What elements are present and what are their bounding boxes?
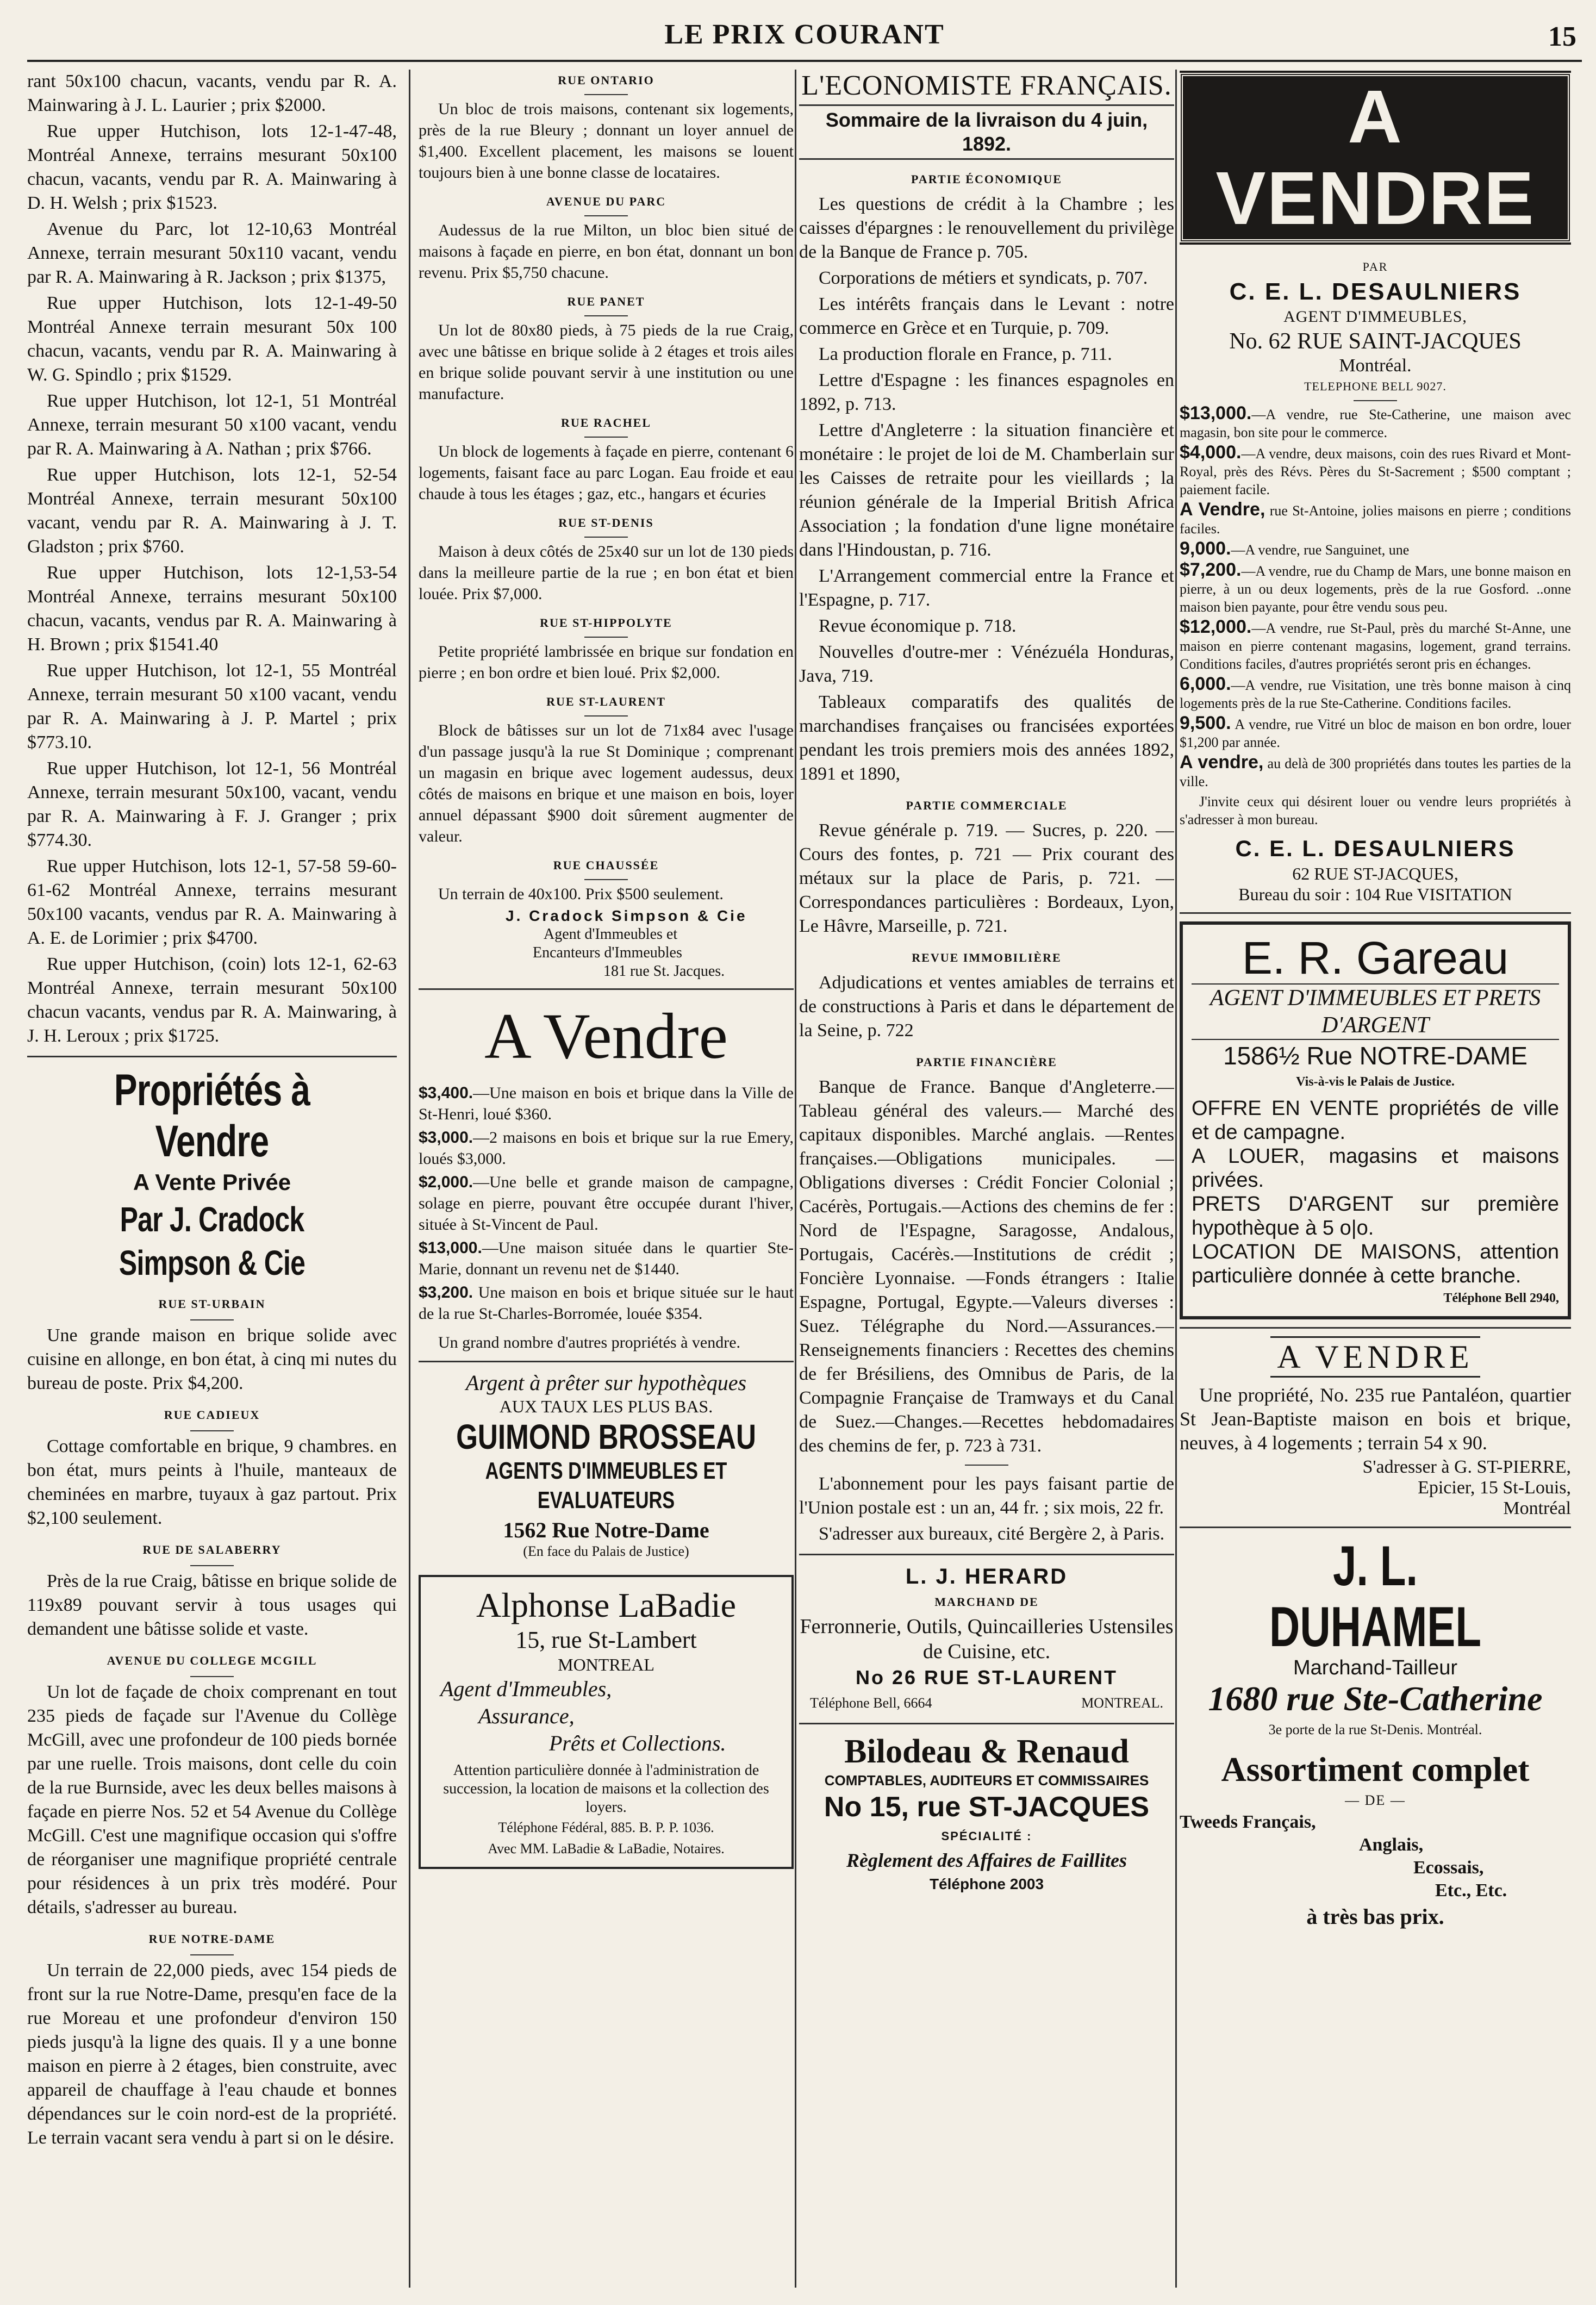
st-pierre-contact: Epicier, 15 St-Louis,	[1418, 1478, 1571, 1498]
item-text: Une maison en bois et brique située sur le haut de la rue St-Charles-Borromée, louée $354.	[419, 1284, 794, 1323]
listing-item	[1180, 444, 1571, 499]
econ-address: S'adresser aux bureaux, cité Bergère 2, à Paris.	[819, 1524, 1165, 1544]
listing-item	[1180, 714, 1571, 751]
section-paragraph: Adjudications et ventes amiables de terrains et de constructions à Paris et dans le département de la Seine, p. 722	[799, 973, 1174, 1041]
listing	[27, 1292, 397, 1396]
gareau-ad	[1180, 921, 1571, 1319]
de-label: — DE —	[1345, 1792, 1406, 1808]
bilodeau-specialty: Règlement des Affaires de Faillites	[846, 1849, 1127, 1871]
listing	[419, 70, 794, 183]
labadie-name: Alphonse LaBadie	[476, 1586, 737, 1624]
listing-item	[1180, 501, 1571, 538]
sales-list	[27, 70, 397, 1048]
divider	[1180, 1327, 1571, 1329]
herard-address: No 26 RUE ST-LAURENT	[855, 1666, 1118, 1689]
guimond-loan: Argent à prêter sur hypothèques	[465, 1370, 747, 1395]
econ-section	[799, 794, 1174, 938]
desaulniers-listings	[1180, 404, 1571, 828]
section-paragraph: Revue générale p. 719. — Sucres, p. 220. — Cours des fontes, p. 721 — Prix courant des métaux sur la place de Paris, p. 721. —Correspondances particulières : Bordeaux, Lyon, Le Hâvre, Marseille, p. 721.	[799, 820, 1174, 936]
section-paragraph: Nouvelles d'outre-mer : Vénézuéla Honduras, Java, 719.	[799, 642, 1174, 686]
price: $3,200.	[419, 1284, 473, 1301]
page-number: 15	[1548, 21, 1576, 52]
st-pierre-title: A VENDRE	[1270, 1336, 1480, 1378]
section-heading: REVUE IMMOBILIÈRE	[912, 951, 1062, 964]
econ-section	[799, 1050, 1174, 1458]
listing-street: RUE ST-HIPPOLYTE	[540, 616, 672, 630]
tweeds-line: Tweeds Français,	[1180, 1812, 1316, 1832]
herard-city: MONTREAL.	[1081, 1695, 1163, 1711]
listing-text: Un terrain de 22,000 pieds, avec 154 pieds de front sur la rue Notre-Dame, presqu'en face de la rue Moreau et une profondeur d'environ 150 pieds jusqu'à la ligne des quais. Il y a une bonne maison en pierre à 2 étages, bien construite, avec appareil de chauffage à l'eau chaude et bonnes dépendances sur le coin nord-est de la propriété. Le terrain vacant sera vendu à part si on le désire.	[27, 1960, 397, 2148]
listing	[419, 855, 794, 905]
listing-text: Petite propriété lambrissée en brique sur fondation en pierre ; en bon ordre et bien loué. Prix $2,000.	[419, 643, 794, 682]
divider	[27, 1056, 397, 1057]
column-divider	[409, 70, 410, 2288]
guimond-role: AGENTS D'IMMEUBLES ET EVALUATEURS	[485, 1457, 727, 1513]
price: $12,000.	[1180, 616, 1252, 637]
labadie-ad	[419, 1575, 794, 1869]
item-text: —A vendre, rue du Champ de Mars, une bonne maison en pierre, à un ou deux logements, près de la rue Gosford. ..onne maison bien payante, pour être vendu sous peu.	[1180, 563, 1571, 615]
duhamel-ad	[1180, 1536, 1571, 1927]
price: $4,000.	[1180, 442, 1242, 463]
labadie-address: 15, rue St-Lambert	[515, 1627, 697, 1653]
price: $3,000.	[419, 1129, 473, 1147]
section-paragraph: Banque de France. Banque d'Angleterre.—Tableau général des valeurs.— Marché des capitaux disponibles. Marché anglais. —Rentes françaises.—Obligations municipales. — Obligations diverses : Crédit Foncier Colonial ; Cacérès, Portugais.—Actions des chemins de fer : Nord de l'Espagne, Saragosse, Andalous, Portugais, Cacérès.—Institutions de crédit ; Foncière Lyonnaise. —Fonds étrangers : Italie Espagne, Portugal, Egypte.—Valeurs diverses : Suez. Télégraphe du Nord.—Assurances.—Renseignements financiers : Recettes des chemins de fer Brésiliens, des Omnibus de Paris, de la Compagnie Française de Tramways et du Canal de Suez.—Changes.—Recettes hebdomadaires des chemins de fer, p. 723 à 731.	[799, 1077, 1174, 1456]
labadie-note: Attention particulière donnée à l'administration de succession, la location de maisons et la collection des loyers.	[443, 1762, 769, 1816]
sale-entry: Rue upper Hutchison, lots 12-1-47-48, Montréal Annexe, terrains mesurant 50x100 chacun, vacants, vendu par R. A. Mainwaring à D. H. Welsh ; prix $1523.	[27, 121, 397, 213]
price: $13,000.	[1180, 403, 1252, 423]
listing-text: Près de la rue Craig, bâtisse en brique solide de 119x89 pouvant servir à tous usages qui demandent une bâtisse solide et vaste.	[27, 1571, 397, 1639]
st-pierre-city: Montréal	[1503, 1498, 1571, 1518]
section-heading: PARTIE COMMERCIALE	[906, 799, 1068, 812]
section-paragraph: Corporations de métiers et syndicats, p. 707.	[819, 268, 1148, 288]
gareau-line: OFFRE EN VENTE propriétés de ville et de campagne.	[1192, 1097, 1559, 1144]
ad-agent: Par J. Cradock Simpson & Cie	[119, 1200, 306, 1282]
a-vendre-more: Un grand nombre d'autres propriétés à vendre.	[438, 1334, 741, 1351]
listing	[419, 691, 794, 847]
desaulniers-phone: TELEPHONE BELL 9027.	[1304, 379, 1447, 393]
labadie-city: MONTREAL	[558, 1655, 654, 1674]
a-vendre-item	[419, 1172, 794, 1235]
listing	[419, 191, 794, 283]
ad-subtitle: A Vente Privée	[133, 1169, 291, 1195]
duhamel-address-note: 3e porte de la rue St-Denis. Montréal.	[1268, 1722, 1482, 1737]
listing-street: RUE CADIEUX	[164, 1408, 260, 1422]
tres-bas-prix: à très bas prix.	[1306, 1904, 1444, 1929]
divider	[1180, 1527, 1571, 1528]
listing-street: RUE ONTARIO	[558, 73, 654, 87]
guimond-ad	[419, 1370, 794, 1562]
sale-entry: Rue upper Hutchison, lot 12-1, 55 Montréal Annexe, terrain mesurant 50 x100 vacant, vendu par R. A. Mainwaring à J. P. Martel ; prix $773.10.	[27, 661, 397, 752]
price: $2,000.	[419, 1173, 473, 1191]
sale-entry: Rue upper Hutchison, lots 12-1, 52-54 Montréal Annexe, terrain mesurant 50x100 vacant, vendu par R. A. Mainwaring à J. T. Gladston ; prix $760.	[27, 465, 397, 557]
item-text: —A vendre, deux maisons, coin des rues Rivard et Mont-Royal, près des Révs. Pères du St-Sacrement ; $500 comptant ; paiement facile.	[1180, 446, 1571, 497]
desaulniers-evening-office: Bureau du soir : 104 Rue VISITATION	[1238, 884, 1512, 904]
masthead	[27, 16, 1582, 62]
listing-street: RUE ST-URBAIN	[158, 1297, 266, 1311]
tweeds-line: Ecossais,	[1413, 1858, 1484, 1878]
listing-street: RUE CHAUSSÉE	[553, 858, 659, 872]
listing	[27, 1403, 397, 1530]
guimond-address-note: (En face du Palais de Justice)	[523, 1543, 689, 1559]
a-vendre-list	[419, 1082, 794, 1353]
bilodeau-address: No 15, rue ST-JACQUES	[824, 1791, 1150, 1823]
sale-entry: Rue upper Hutchison, lot 12-1, 56 Montréal Annexe, terrain mesurant 50x100, vacant, vendu par R. A. Mainwaring à F. J. Granger ; prix $774.30.	[27, 758, 397, 850]
listing-text: Une grande maison en brique solide avec cuisine en allonge, en bon état, à cinq mi nutes du bureau de poste. Prix $4,200.	[27, 1325, 397, 1393]
bilodeau-role: COMPTABLES, AUDITEURS ET COMMISSAIRES	[824, 1772, 1149, 1789]
listing-text: Un lot de façade de choix comprenant en tout 235 pieds de façade sur l'Avenue du Collège McGill, avec une profondeur de 100 pieds bornée par une ruelle. Trois maisons, dont celle du coin de la rue Burnside, avec les deux belles maisons à façade en pierre Nos. 52 et 54 Avenue du Collège McGill. C'est une magnifique occasion qui s'offre de réorganiser une magnifique propriété centrale pour résidences à un prix très modéré. Pour détails, s'adresser au bureau.	[27, 1682, 397, 1917]
tweeds-line: Etc., Etc.	[1435, 1880, 1507, 1901]
economiste-title: L'ECONOMISTE FRANÇAIS.	[801, 70, 1172, 101]
section-heading: PARTIE ÉCONOMIQUE	[911, 172, 1062, 186]
item-text: —Une maison en bois et brique dans la Ville de St-Henri, loué $360.	[419, 1084, 794, 1123]
gareau-phone: Téléphone Bell 2940,	[1443, 1291, 1559, 1305]
desaulniers-role: AGENT D'IMMEUBLES,	[1283, 308, 1467, 326]
section-paragraph: Tableaux comparatifs des qualités de marchandises françaises ou francisées exportées pendant les trois premiers mois des années 1892, 1891 et 1890,	[799, 692, 1174, 784]
herard-ad	[799, 1563, 1174, 1715]
duhamel-role: Marchand-Tailleur	[1293, 1656, 1457, 1679]
signature-line: J. Cradock Simpson & Cie	[506, 907, 747, 924]
item-text: —2 maisons en bois et brique sur la rue Emery, loués $3,000.	[419, 1129, 794, 1168]
item-text: —A vendre, rue Ste-Catherine, une maison avec magasin, bon site pour le commerce.	[1180, 407, 1571, 440]
labadie-line: Prêts et Collections.	[549, 1731, 726, 1755]
price: $7,200.	[1180, 559, 1242, 580]
item-text: —A vendre, rue Visitation, une très bonne maison à cinq logements près de la rue Ste-Catherine. Conditions faciles.	[1180, 677, 1571, 711]
listing-text: Un lot de 80x80 pieds, à 75 pieds de la rue Craig, avec une bâtisse en brique solide à 2 étages et trois ailes en brique solide pouvant servir à une institution ou une manufacture.	[419, 321, 794, 403]
price: 9,500.	[1180, 713, 1231, 733]
price: A Vendre,	[1180, 499, 1265, 520]
column-2	[419, 70, 794, 2293]
listing-item	[1180, 540, 1571, 559]
listing	[27, 1538, 397, 1641]
bilodeau-name: Bilodeau & Renaud	[844, 1733, 1129, 1770]
st-pierre-text: Une propriété, No. 235 rue Pantaléon, quartier St Jean-Baptiste maison en bois et brique, neuves, à 4 logements ; terrain 54 x 90.	[1180, 1384, 1571, 1454]
listing-text: Un terrain de 40x100. Prix $500 seulement.	[438, 885, 724, 903]
listing	[27, 1649, 397, 1920]
listing-street: RUE NOTRE-DAME	[148, 1932, 276, 1946]
desaulniers-city: Montréal.	[1339, 356, 1412, 376]
a-vendre-item	[419, 1082, 794, 1125]
listing-street: RUE PANET	[567, 295, 645, 308]
listing	[419, 612, 794, 683]
sale-entry: Rue upper Hutchison, lots 12-1,53-54 Montréal Annexe, terrains mesurant 50x100 chacun, vacants, vendus par R. A. Mainwaring à H. Brown ; prix $1541.40	[27, 563, 397, 655]
gareau-line: A LOUER, magasins et maisons privées.	[1192, 1145, 1559, 1192]
listing-item	[1180, 618, 1571, 673]
listing	[419, 291, 794, 404]
signature-line: 181 rue St. Jacques.	[603, 963, 725, 980]
herard-phone: Téléphone Bell, 6664	[810, 1695, 932, 1711]
ad-title: Propriétés à Vendre	[114, 1066, 310, 1166]
duhamel-address: 1680 rue Ste-Catherine	[1208, 1679, 1543, 1718]
a-vendre-item	[419, 1127, 794, 1169]
sale-entry: Rue upper Hutchison, lots 12-1, 57-58 59-60-61-62 Montréal Annexe, terrains mesurant 50x100 vacants, vendus par R. A. Mainwaring à A. E. de Lorimier ; prix $4700.	[27, 856, 397, 948]
listing-text: Un block de logements à façade en pierre, contenant 6 logements, faisant face au parc Logan. Eau froide et eau chaude à tous les étages ; gaz, etc., hangars et écuries	[419, 443, 794, 503]
sale-entry: Rue upper Hutchison, lots 12-1-49-50 Montréal Annexe terrain mesurant 50x 100 chacun, vacants, vendu par R. A. Mainwaring à W. G. Spindlo ; prix $1529.	[27, 293, 397, 385]
price: 9,000.	[1180, 538, 1231, 559]
listing-street: RUE DE SALABERRY	[142, 1543, 282, 1556]
listing-street: AVENUE DU COLLEGE MCGILL	[107, 1654, 317, 1667]
gareau-address-note: Vis-à-vis le Palais de Justice.	[1296, 1075, 1455, 1089]
divider	[1180, 912, 1571, 914]
desaulniers-name: C. E. L. DESAULNIERS	[1229, 278, 1522, 305]
econ-section	[799, 946, 1174, 1043]
section-paragraph: L'Arrangement commercial entre la France et l'Espagne, p. 717.	[799, 566, 1174, 610]
listing-street: RUE ST-LAURENT	[546, 695, 666, 708]
price: A vendre,	[1180, 752, 1264, 773]
duhamel-name: J. L. DUHAMEL	[1269, 1535, 1481, 1659]
herard-role: MARCHAND DE	[934, 1595, 1039, 1609]
divider	[799, 1723, 1174, 1724]
item-text: —Une maison située dans le quartier Ste-Marie, donnant un revenu net de $1440.	[419, 1239, 794, 1278]
desaulniers-name: C. E. L. DESAULNIERS	[1235, 836, 1516, 861]
column-divider	[1175, 70, 1177, 2288]
a-vendre-item	[419, 1282, 794, 1324]
signature-line: Agent d'Immeubles et	[544, 926, 678, 943]
listing-item	[1180, 404, 1571, 441]
publication-title: LE PRIX COURANT	[664, 19, 945, 50]
section-heading: PARTIE FINANCIÈRE	[916, 1055, 1057, 1069]
column-4	[1180, 70, 1571, 2293]
listing	[419, 412, 794, 504]
gareau-role: AGENT D'IMMEUBLES ET PRETS D'ARGENT	[1192, 983, 1559, 1040]
tweeds-line: Anglais,	[1359, 1835, 1424, 1855]
econ-subscription: L'abonnement pour les pays faisant partie de l'Union postale est : un an, 44 fr. ; six mois, 22 fr.	[799, 1474, 1174, 1518]
guimond-address: 1562 Rue Notre-Dame	[503, 1518, 709, 1542]
sale-entry: Rue upper Hutchison, lot 12-1, 51 Montréal Annexe, terrain mesurant 50 x100 vacant, vendu par R. A. Mainwaring à A. Nathan ; prix $766.	[27, 391, 397, 459]
economiste-subtitle: Sommaire de la livraison du 4 juin, 1892.	[825, 109, 1148, 155]
listing-text: Cottage comfortable en brique, 9 chambres. en bon état, murs peints à l'huile, manteaux de cheminées en marbre, tuyaux à gaz partout. Prix $2,100 seulement.	[27, 1436, 397, 1528]
tweeds-list	[1180, 1811, 1571, 1902]
listing-item	[1180, 753, 1571, 790]
labadie-line: Agent d'Immeubles,	[440, 1677, 612, 1701]
price: $13,000.	[419, 1239, 482, 1257]
par-label: PAR	[1362, 260, 1388, 273]
signature-line: Encanteurs d'Immeubles	[533, 944, 682, 961]
listing-text: Maison à deux côtés de 25x40 sur un lot de 130 pieds dans la meilleure partie de la rue ; en bon état et bien louée. Prix $7,000.	[419, 543, 794, 603]
gareau-line: LOCATION DE MAISONS, attention particulière donnée à cette branche.	[1192, 1241, 1559, 1287]
section-paragraph: Les questions de crédit à la Chambre ; les caisses d'épargnes : le renouvellement du privilège de la Banque de France p. 705.	[799, 194, 1174, 262]
sale-entry: Avenue du Parc, lot 12-10,63 Montréal Annexe, terrain mesurant 50x110 vacant, vendu par R. A. Mainwaring à R. Jackson ; prix $1375,	[27, 219, 397, 287]
labadie-line: Assurance,	[478, 1704, 575, 1728]
listing-item	[1180, 561, 1571, 616]
section-paragraph: Lettre d'Espagne : les finances espagnoles en 1892, p. 713.	[799, 370, 1174, 414]
st-pierre-contact: S'adresser à G. ST-PIERRE,	[1362, 1457, 1571, 1477]
bilodeau-ad	[799, 1732, 1174, 1896]
section-paragraph: Lettre d'Angleterre : la situation financière et monétaire : le projet de loi de M. Chamberlain sur les Caisses de retraite pour les vieillards ; la réunion générale de la Imperial British Africa Association ; la fondation d'une ligne monétaire dans l'Hindoustan, p. 716.	[799, 420, 1174, 560]
listing-street: AVENUE DU PARC	[546, 195, 666, 208]
item-text: —Une belle et grande maison de campagne, solage en pierre, pouvant être occupée durant l'hiver, située à St-Vincent de Paul.	[419, 1173, 794, 1234]
a-vendre-title: A Vendre	[484, 1000, 728, 1072]
gareau-line: PRETS D'ARGENT sur première hypothèque à 5 o|o.	[1192, 1193, 1559, 1239]
herard-goods: Ferronnerie, Outils, Quincailleries Ustensiles de Cuisine, etc.	[800, 1615, 1174, 1663]
divider	[419, 1361, 794, 1362]
guimond-name: GUIMOND BROSSEAU	[456, 1417, 756, 1456]
gareau-lines	[1192, 1097, 1559, 1288]
assortiment-title: Assortiment complet	[1221, 1750, 1530, 1789]
item-text: au delà de 300 propriétés dans toutes les parties de la ville.	[1180, 756, 1571, 789]
price: 6,000.	[1180, 674, 1231, 694]
item-text: rue St-Antoine, jolies maisons en pierre ; conditions faciles.	[1180, 503, 1571, 537]
econ-section	[799, 167, 1174, 786]
gareau-name: E. R. Gareau	[1242, 932, 1509, 983]
column-1	[27, 70, 397, 2293]
herard-name: L. J. HERARD	[905, 1565, 1068, 1588]
bilodeau-phone: Téléphone 2003	[929, 1876, 1044, 1892]
herard-contact	[799, 1691, 1174, 1715]
desaulniers-invite: J'invite ceux qui désirent louer ou vendre leurs propriétés à s'adresser à mon bureau.	[1180, 794, 1571, 827]
sale-entry: rant 50x100 chacun, vacants, vendu par R. A. Mainwaring à J. L. Laurier ; prix $2000.	[27, 71, 397, 115]
item-text: A vendre, rue Vitré un bloc de maison en bon ordre, louer $1,200 par année.	[1180, 717, 1571, 750]
item-text: —A vendre, rue Sanguinet, une	[1231, 542, 1410, 558]
listing-text: Un bloc de trois maisons, contenant six logements, près de la rue Bleury ; donnant un loyer annuel de $1,400. Excellent placement, les maisons se louent toujours bien à une bonne classe de locataires.	[419, 100, 794, 182]
sale-entry: Rue upper Hutchison, (coin) lots 12-1, 62-63 Montréal Annexe, terrain mesurant 50x100 chacun vacants, vendus par R. A. Mainwaring, à J. H. Leroux ; prix $1725.	[27, 954, 397, 1046]
listing-text: Block de bâtisses sur un lot de 71x84 avec l'usage d'un passage jusqu'à la rue St Dominique ; comprenant un magasin en brique avec logement audessus, deux côtés de maisons en brique et une maison en bois, loyer annuel dépassant $900 doit sûrement augmenter de valeur.	[419, 721, 794, 845]
gareau-address: 1586½ Rue NOTRE-DAME	[1223, 1042, 1528, 1070]
section-paragraph: La production florale en France, p. 711.	[819, 344, 1112, 364]
listing-street: RUE ST-DENIS	[558, 516, 654, 529]
item-text: —A vendre, rue St-Paul, près du marché St-Anne, une maison en pierre contenant magasins, logement, grand terrains. Conditions faciles, d'autres propriétés seront pris en échanges.	[1180, 620, 1571, 672]
guimond-rate: AUX TAUX LES PLUS BAS.	[499, 1397, 713, 1416]
bilodeau-specialty-label: SPÉCIALITÉ :	[941, 1829, 1032, 1843]
listing-item	[1180, 675, 1571, 712]
column-3	[799, 70, 1174, 2293]
divider	[419, 988, 794, 990]
labadie-notaires: Avec MM. LaBadie & LaBadie, Notaires.	[488, 1841, 725, 1857]
section-paragraph: Les intérêts français dans le Levant : notre commerce en Grèce et en Turquie, p. 709.	[799, 294, 1174, 338]
listing	[419, 512, 794, 605]
desaulniers-address: No. 62 RUE SAINT-JACQUES	[1229, 329, 1522, 354]
divider	[799, 1554, 1174, 1555]
labadie-phone: Téléphone Fédéral, 885. B. P. P. 1036.	[498, 1820, 714, 1835]
st-pierre-ad	[1180, 1336, 1571, 1519]
a-vendre-banner: A VENDRE	[1180, 73, 1571, 242]
column-divider	[795, 70, 796, 2288]
desaulniers-address: 62 RUE ST-JACQUES,	[1292, 864, 1458, 883]
a-vendre-item	[419, 1237, 794, 1280]
price: $3,400.	[419, 1084, 473, 1102]
listing-text: Audessus de la rue Milton, un bloc bien situé de maisons à façade en pierre, en bon état, donnant un bon revenu. Prix $5,750 chacune.	[419, 221, 794, 282]
signature	[484, 907, 794, 981]
listing	[27, 1927, 397, 2150]
section-paragraph: Revue économique p. 718.	[819, 616, 1017, 636]
listing-street: RUE RACHEL	[560, 416, 652, 429]
